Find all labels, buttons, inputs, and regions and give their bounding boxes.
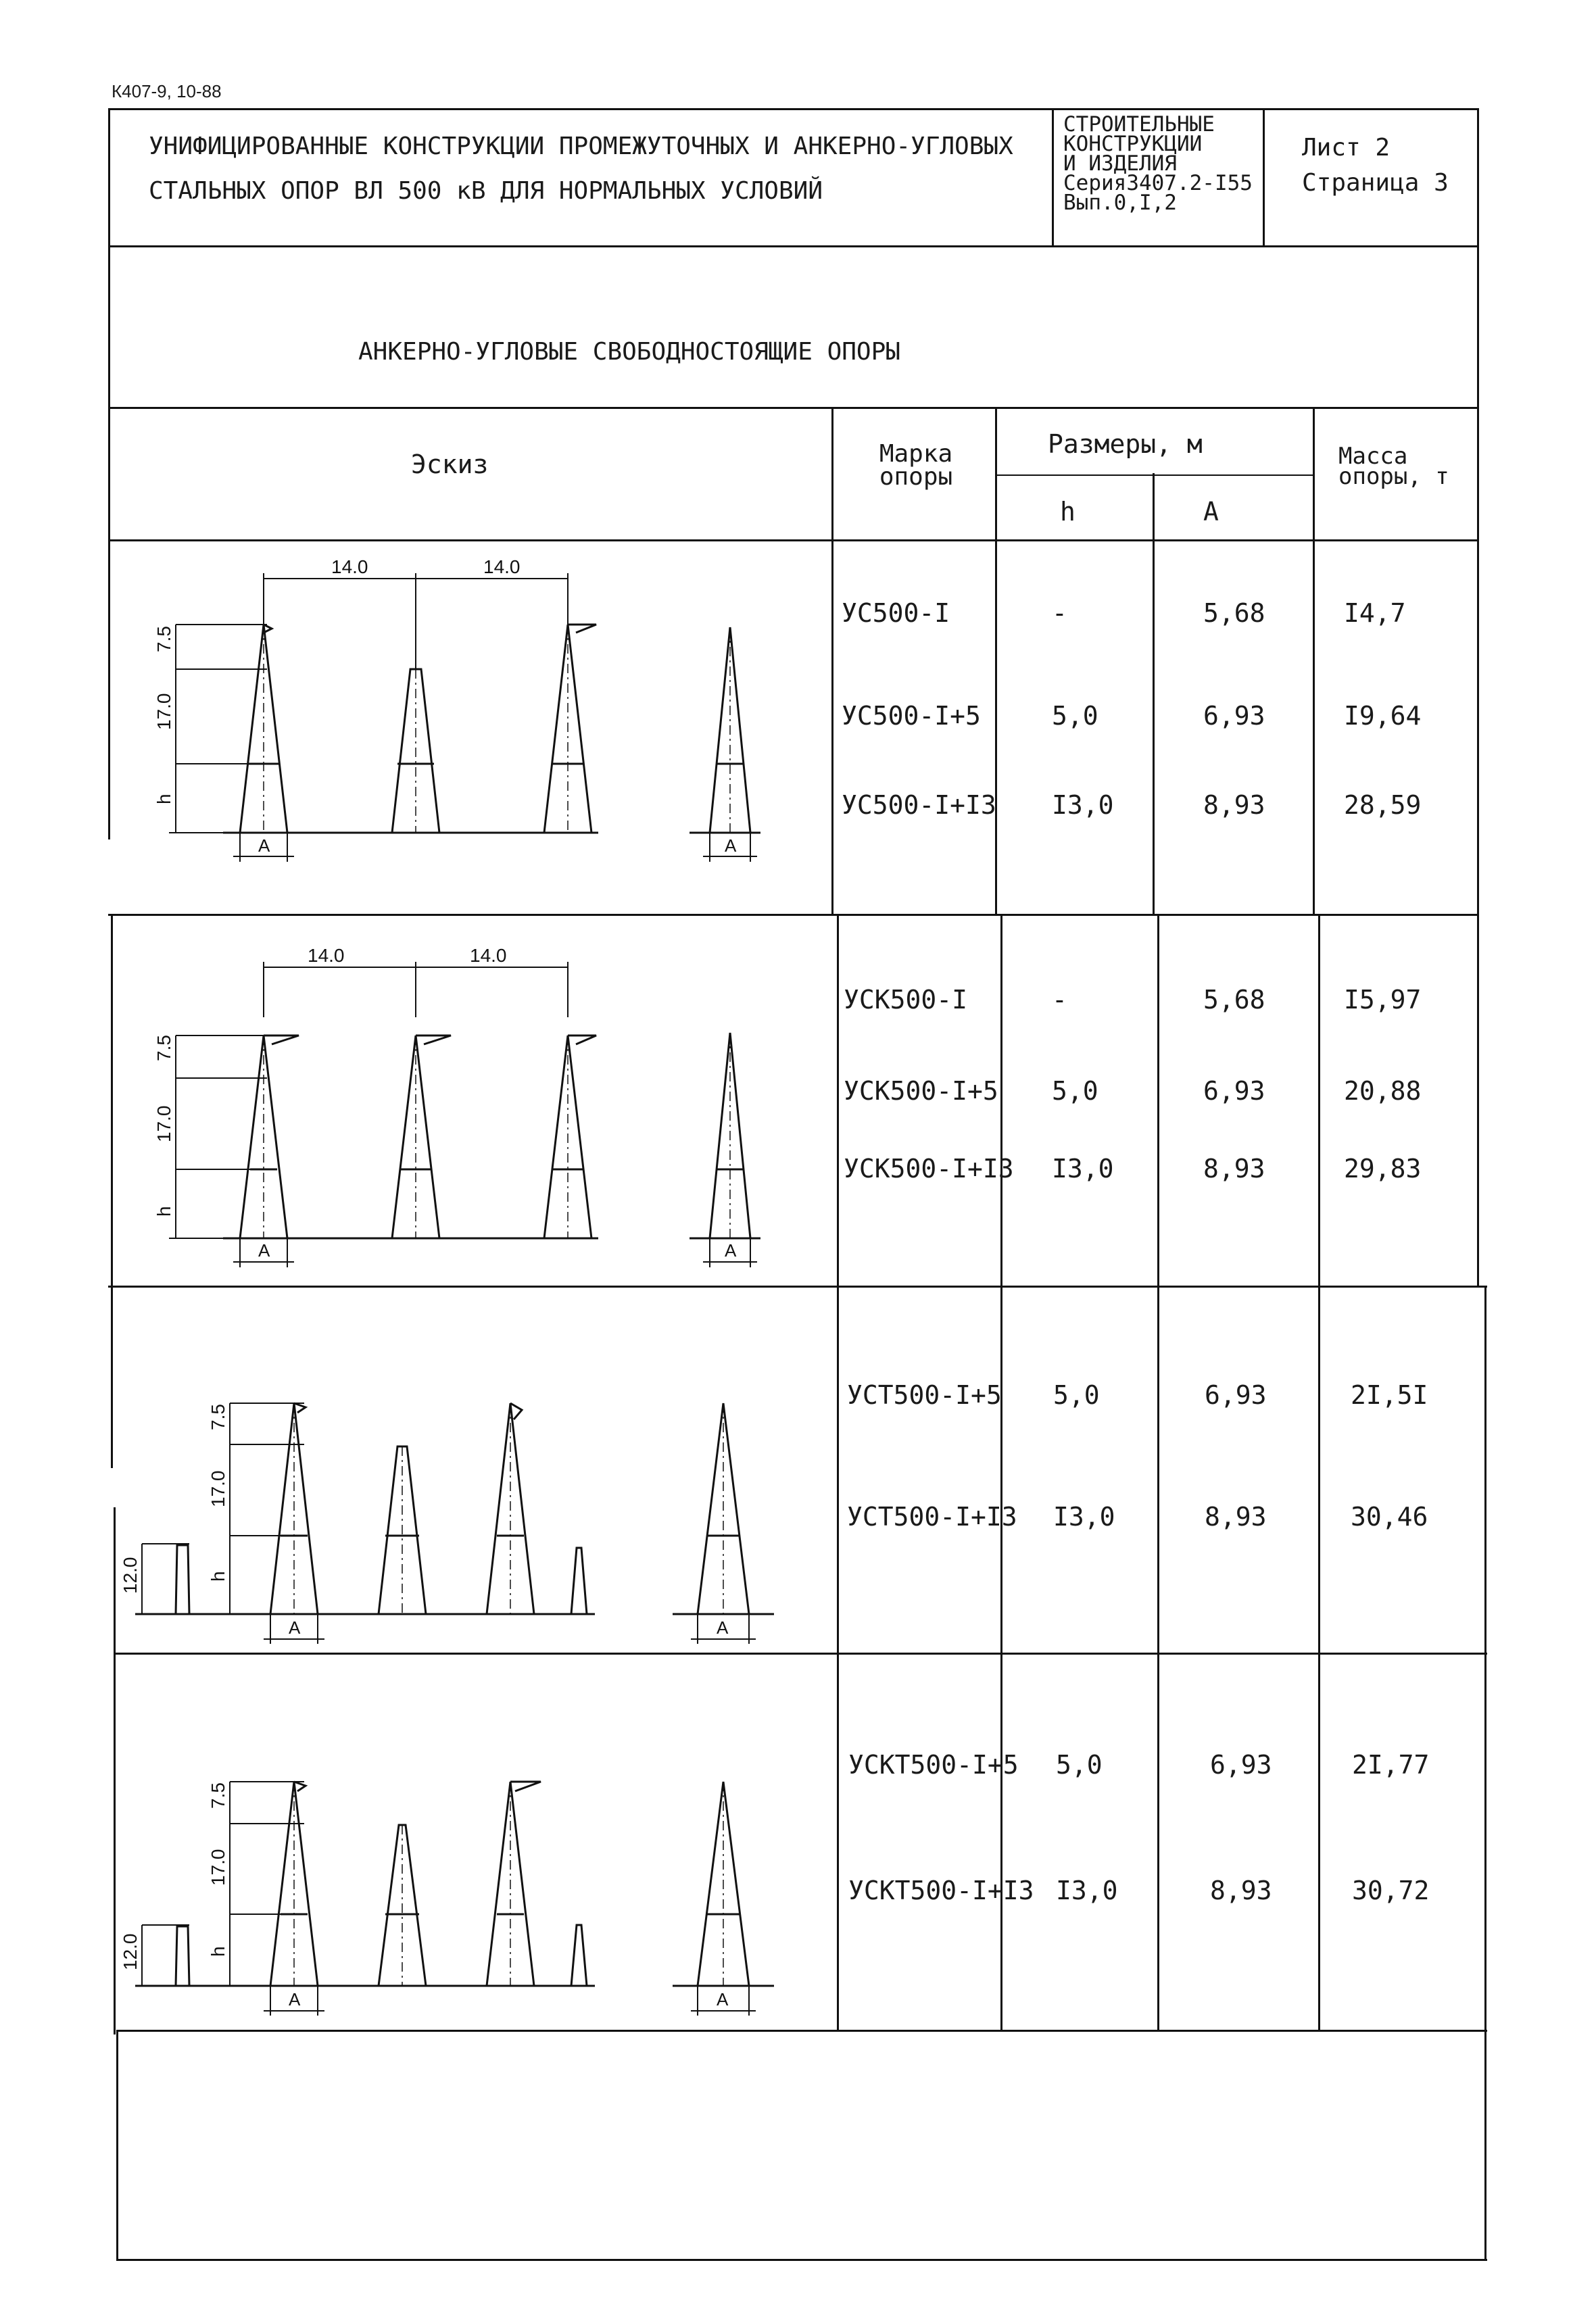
sheet-number: Лист 2 [1302, 134, 1391, 162]
tower-sketch-2 [155, 943, 804, 1267]
mark-cell: УСК500-I [844, 985, 968, 1015]
series-line: Серия3407.2-I55 [1063, 171, 1253, 195]
span-dimension: 14.0 [308, 945, 345, 966]
column-header-a: A [1203, 497, 1219, 527]
mass-cell: 20,88 [1344, 1076, 1422, 1106]
mass-cell: I5,97 [1344, 985, 1422, 1015]
column-header-sketch: Эскиз [411, 449, 489, 479]
tower-sketch-1 [155, 554, 804, 879]
h-cell: I3,0 [1056, 1876, 1118, 1905]
mark-cell: УСТ500-I+I3 [847, 1502, 1017, 1532]
a-cell: 5,68 [1203, 985, 1265, 1015]
dim-base-a: A [258, 835, 270, 856]
h-cell: 5,0 [1053, 1380, 1100, 1410]
tower-sketch-4 [122, 1751, 818, 2034]
a-cell: 6,93 [1205, 1380, 1267, 1410]
dim-base-a: A [289, 1617, 301, 1638]
series-block [1063, 112, 1253, 215]
series-line: Вып.0,I,2 [1063, 191, 1177, 215]
mass-cell: 2I,5I [1351, 1380, 1428, 1410]
a-cell: 6,93 [1203, 1076, 1265, 1106]
mass-cell: 2I,77 [1352, 1750, 1430, 1780]
page-number: Страница 3 [1302, 169, 1449, 197]
section-title: АНКЕРНО-УГЛОВЫЕ СВОБОДНОСТОЯЩИЕ ОПОРЫ [358, 338, 900, 366]
tower-sketch-3 [122, 1379, 818, 1663]
span-dimension: 14.0 [470, 945, 507, 966]
dim-base-a: A [725, 835, 737, 856]
a-cell: 6,93 [1203, 701, 1265, 731]
mark-cell: УСКТ500-I+I3 [848, 1876, 1034, 1905]
dim-top: 7.5 [153, 1035, 174, 1061]
span-dimension: 14.0 [331, 556, 368, 577]
column-header-mark: Марка опоры [879, 440, 953, 491]
mark-cell: УС500-I [842, 598, 950, 628]
series-line: И ИЗДЕЛИЯ [1063, 151, 1177, 176]
dim-top: 7.5 [208, 1404, 228, 1430]
dim-bottom: h [208, 1946, 228, 1957]
mass-cell: 29,83 [1344, 1154, 1422, 1184]
dim-mid: 17.0 [208, 1470, 228, 1507]
span-dimension: 14.0 [483, 556, 521, 577]
h-cell: 5,0 [1052, 1076, 1098, 1106]
h-cell: - [1052, 598, 1067, 628]
mass-cell: I9,64 [1344, 701, 1422, 731]
a-cell: 8,93 [1203, 1154, 1265, 1184]
mark-cell: УСК500-I+I3 [844, 1154, 1014, 1184]
a-cell: 8,93 [1210, 1876, 1272, 1905]
dim-mid: 17.0 [153, 693, 174, 730]
dim-bottom: h [208, 1571, 228, 1582]
h-cell: 5,0 [1056, 1750, 1103, 1780]
dim-base-a: A [717, 1617, 729, 1638]
h-cell: 5,0 [1052, 701, 1098, 731]
column-header-sizes: Размеры, м [1048, 429, 1203, 459]
a-cell: 8,93 [1205, 1502, 1267, 1532]
mass-cell: 30,72 [1352, 1876, 1430, 1905]
dim-top: 7.5 [153, 626, 174, 652]
mass-cell: I4,7 [1344, 598, 1406, 628]
h-cell: I3,0 [1053, 1502, 1115, 1532]
mark-cell: УС500-I+I3 [842, 790, 996, 820]
dim-mid: 17.0 [208, 1849, 228, 1886]
a-cell: 6,93 [1210, 1750, 1272, 1780]
dim-bottom: h [153, 794, 174, 804]
series-line: СТРОИТЕЛЬНЫЕ [1063, 112, 1215, 137]
h-cell: - [1052, 985, 1067, 1015]
dim-mid: 17.0 [153, 1105, 174, 1142]
mass-cell: 30,46 [1351, 1502, 1428, 1532]
mark-cell: УС500-I+5 [842, 701, 981, 731]
dim-top: 7.5 [208, 1782, 228, 1809]
dim-left: 12.0 [120, 1557, 141, 1594]
dim-base-a: A [258, 1240, 270, 1261]
a-cell: 5,68 [1203, 598, 1265, 628]
a-cell: 8,93 [1203, 790, 1265, 820]
series-line: КОНСТРУКЦИИ [1063, 132, 1203, 156]
column-header-h: h [1060, 497, 1075, 527]
doc-title-line2: СТАЛЬНЫХ ОПОР ВЛ 500 кВ ДЛЯ НОРМАЛЬНЫХ УСЛОВИЙ [149, 177, 823, 205]
mark-cell: УСТ500-I+5 [847, 1380, 1002, 1410]
dim-base-a: A [717, 1989, 729, 2009]
mark-cell: УСК500-I+5 [844, 1076, 998, 1106]
document-code: К407-9, 10-88 [112, 81, 222, 101]
mark-cell: УСКТ500-I+5 [848, 1750, 1019, 1780]
mass-cell: 28,59 [1344, 790, 1422, 820]
h-cell: I3,0 [1052, 1154, 1114, 1184]
column-header-mass: Масса опоры, т [1338, 443, 1449, 490]
dim-bottom: h [153, 1206, 174, 1217]
doc-title-line1: УНИФИЦИРОВАННЫЕ КОНСТРУКЦИИ ПРОМЕЖУТОЧНЫХ И АНКЕРНО-УГЛОВЫХ [149, 132, 1013, 160]
dim-left: 12.0 [120, 1933, 141, 1970]
dim-base-a: A [725, 1240, 737, 1261]
dim-base-a: A [289, 1989, 301, 2009]
h-cell: I3,0 [1052, 790, 1114, 820]
